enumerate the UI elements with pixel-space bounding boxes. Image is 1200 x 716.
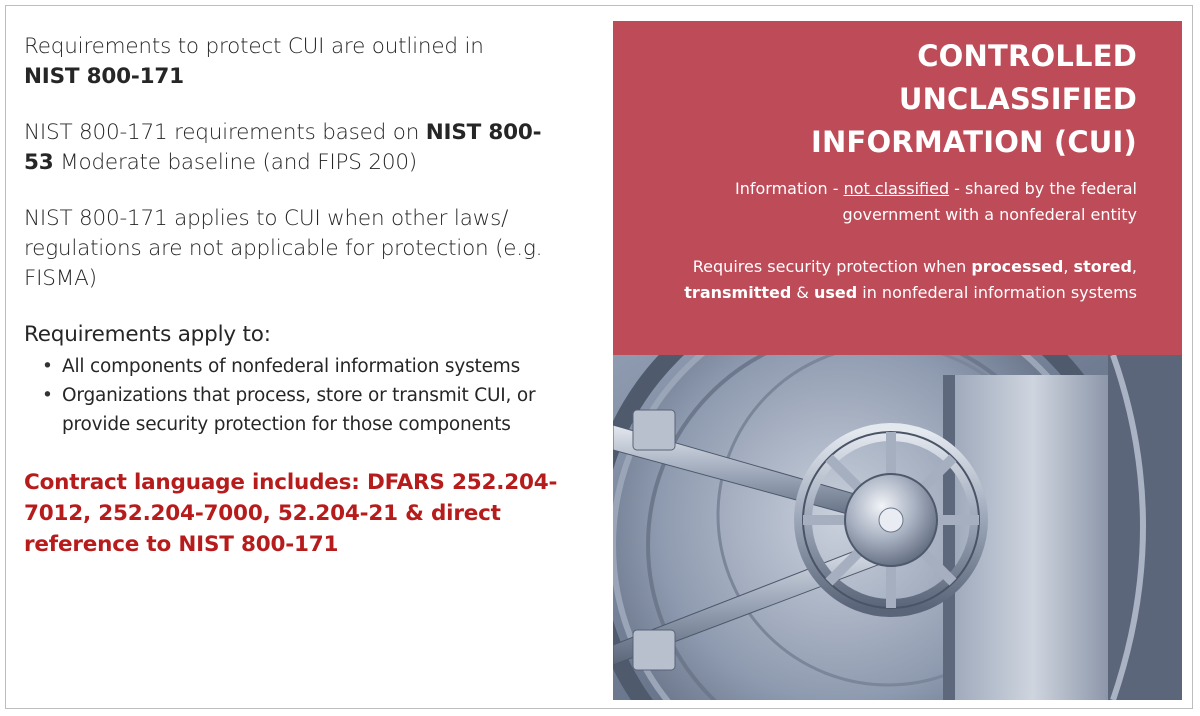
- paragraph-applies: NIST 800-171 applies to CUI when other laws/ regulations are not applicable for protection (e.g. FISMA): [24, 206, 543, 291]
- definition-b: - shared by the federal government with a nonfederal entity: [842, 179, 1137, 224]
- word-used: used: [813, 283, 858, 302]
- cui-definition: [653, 176, 1137, 228]
- paragraph-requirements: [24, 32, 564, 92]
- vault-door-icon: [613, 355, 1182, 700]
- contract-language: Contract language includes: DFARS 252.204-7012, 252.204-7000, 52.204-21 & direct reference to NIST 800-171: [24, 470, 558, 557]
- word-stored: stored: [1073, 257, 1132, 276]
- requirements-list: [24, 352, 564, 439]
- text-nist-53: NIST 800-53: [24, 120, 542, 175]
- list-item: • Organizations that process, store or transmit CUI, or provide security protection for those components: [62, 381, 564, 439]
- cui-title: [653, 35, 1137, 164]
- definition-not-classified: not classified: [843, 179, 950, 198]
- cui-title-line1: CONTROLLED: [917, 39, 1137, 73]
- sep-1: ,: [1063, 257, 1074, 276]
- cui-title-line2: UNCLASSIFIED: [898, 82, 1137, 116]
- text-requirements: Requirements to protect CUI are outlined in: [24, 34, 484, 59]
- left-column: [24, 32, 564, 560]
- right-column: [613, 21, 1182, 700]
- cui-panel: [613, 21, 1182, 355]
- paragraph-baseline: [24, 118, 564, 178]
- cui-title-line3: INFORMATION (CUI): [810, 125, 1137, 159]
- requirements-apply-heading: Requirements apply to:: [24, 322, 271, 347]
- slide: [5, 5, 1193, 709]
- sep-3: &: [791, 283, 814, 302]
- word-processed: processed: [971, 257, 1064, 276]
- protection-a: Requires security protection when: [692, 257, 972, 276]
- word-transmitted: transmitted: [684, 283, 792, 302]
- text-baseline-a: NIST 800-171 requirements based on: [24, 120, 426, 145]
- vault-door-image: [613, 355, 1182, 700]
- definition-a: Information -: [735, 179, 844, 198]
- cui-protection: [653, 254, 1137, 306]
- protection-d: in nonfederal information systems: [857, 283, 1137, 302]
- text-baseline-b: Moderate baseline (and FIPS 200): [53, 150, 417, 175]
- list-item: • All components of nonfederal information systems: [62, 352, 564, 381]
- sep-2: ,: [1131, 257, 1137, 276]
- text-nist-171: NIST 800-171: [24, 64, 184, 89]
